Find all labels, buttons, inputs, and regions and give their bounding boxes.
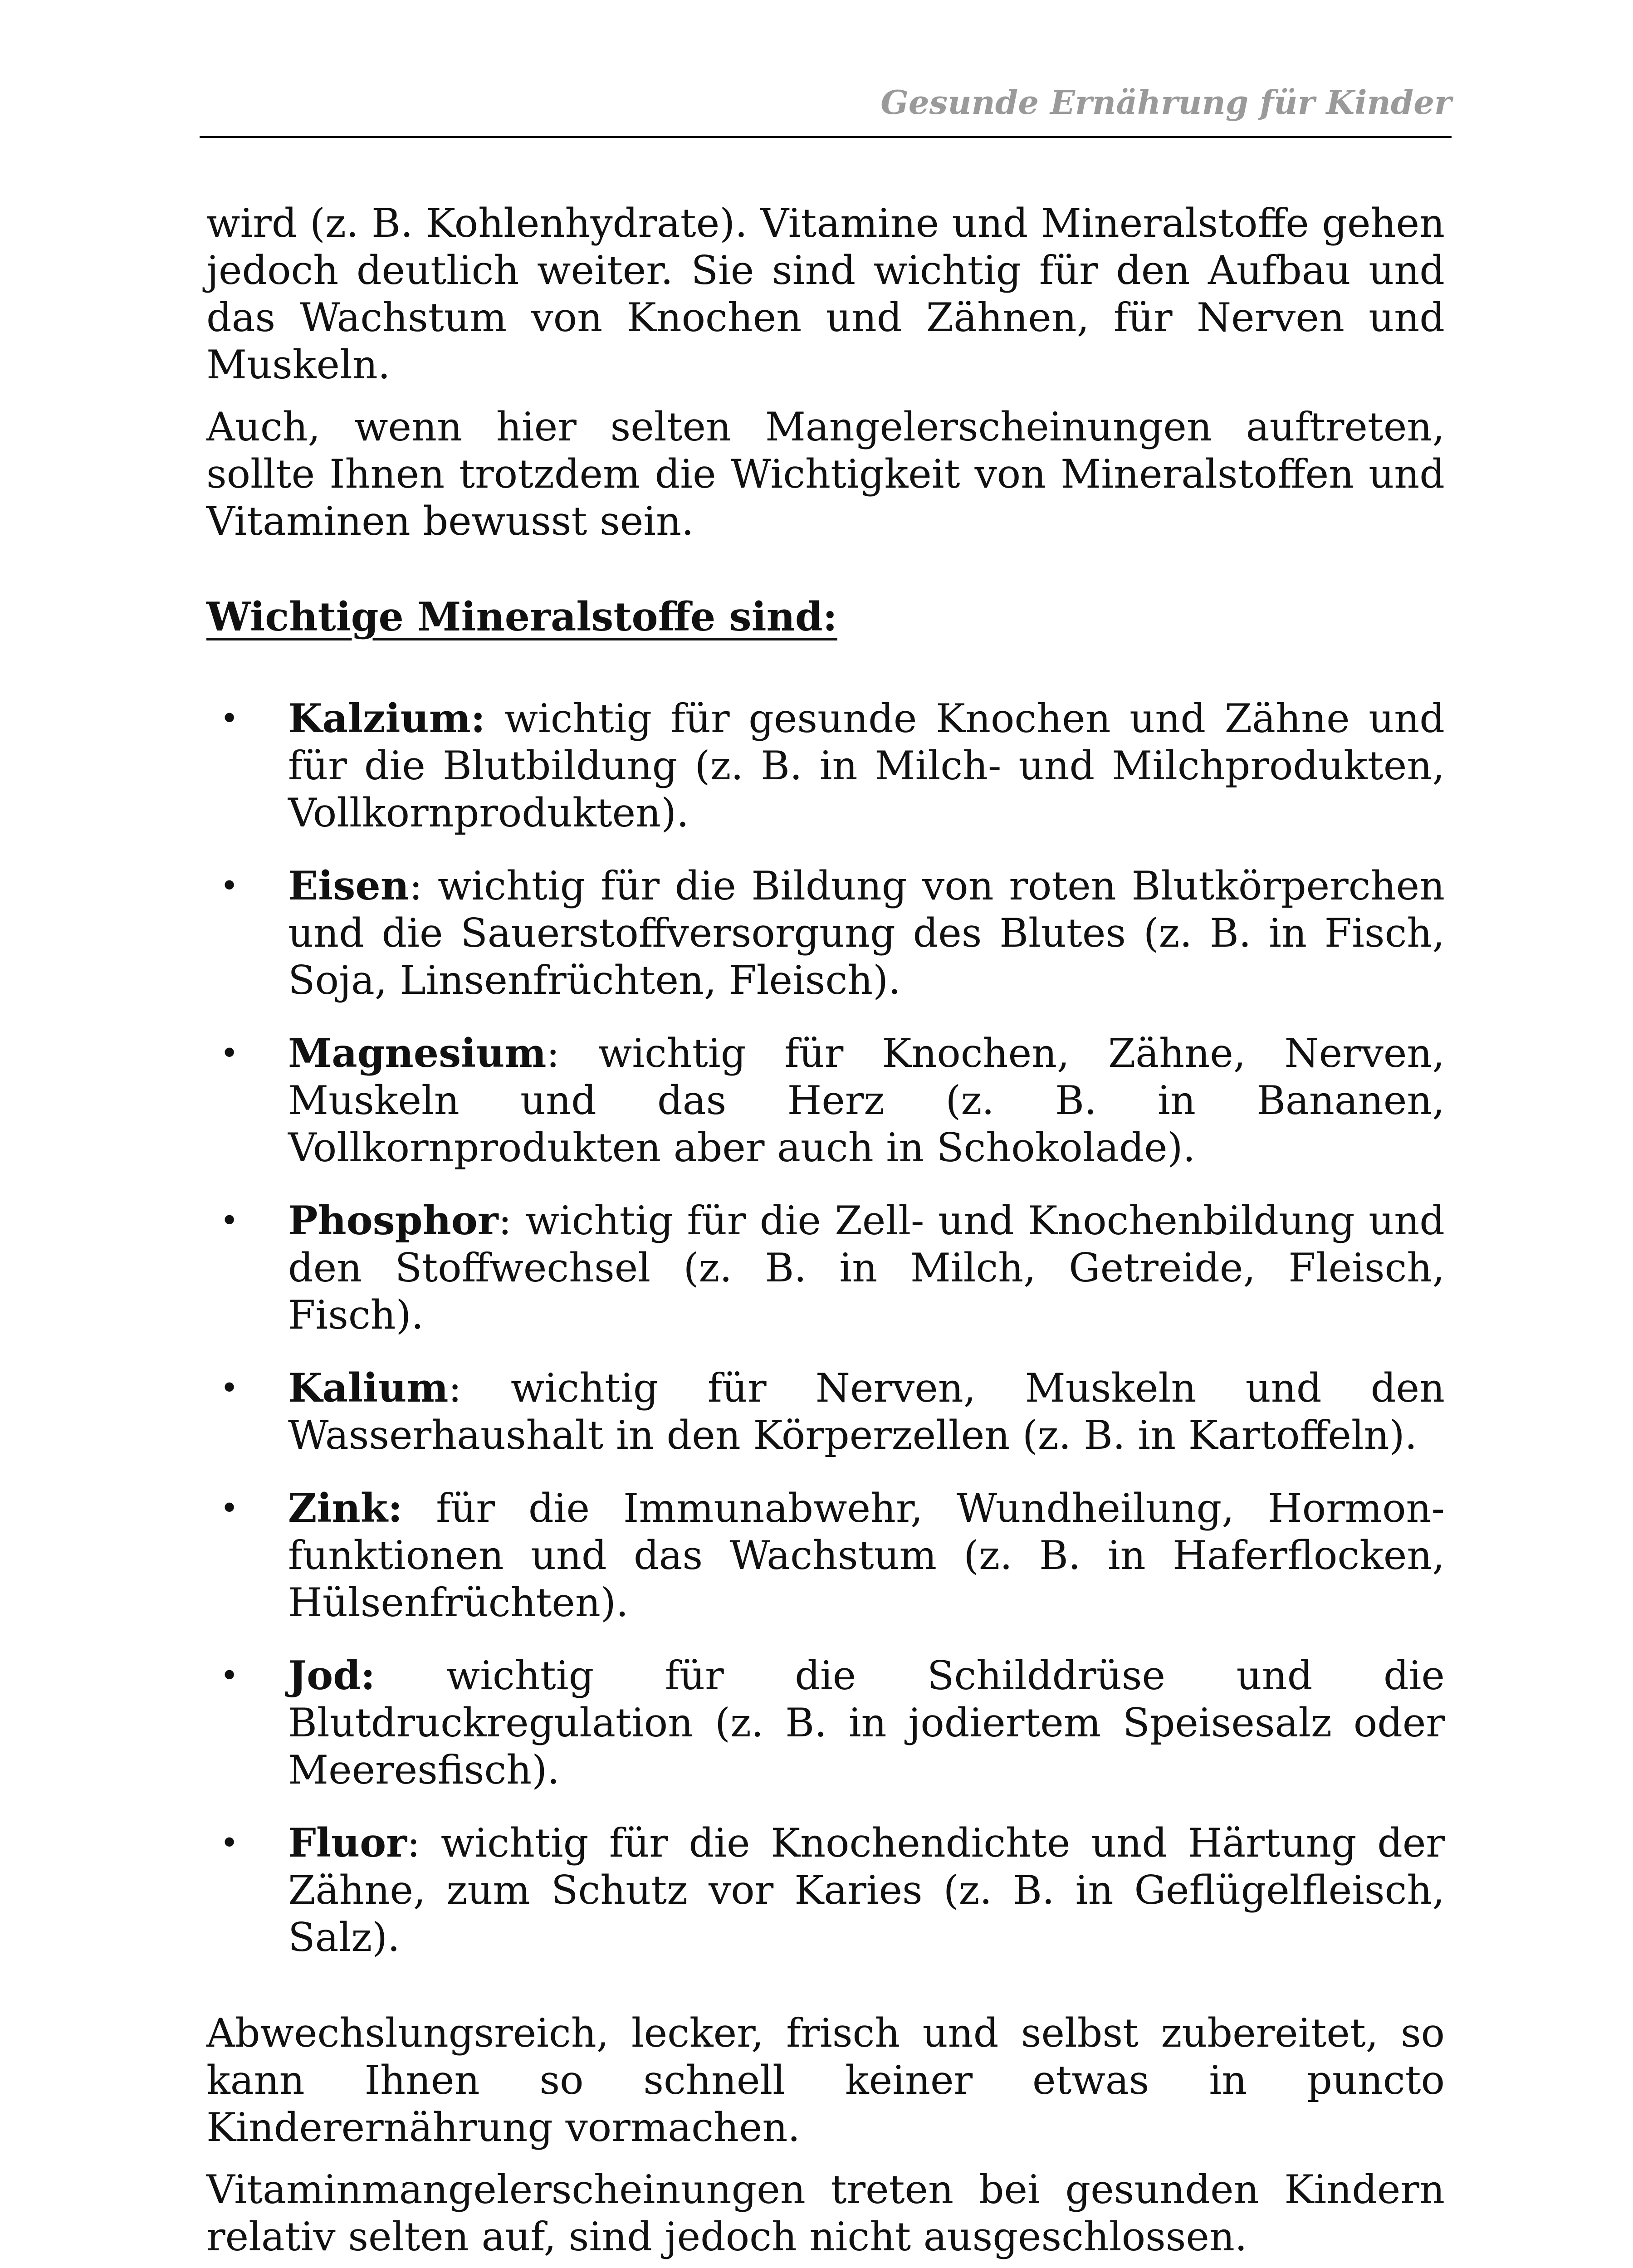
- bullet-icon: •: [220, 867, 239, 904]
- mineral-name: Zink:: [288, 1485, 403, 1531]
- bullet-icon: •: [220, 1657, 239, 1694]
- running-header-title: Gesunde Ernährung für Kinder: [880, 83, 1452, 122]
- header-rule: [200, 136, 1452, 138]
- mineral-name: Magnesium: [288, 1030, 547, 1076]
- list-item-phosphor: [206, 1197, 1445, 1339]
- mineral-list: [206, 695, 1445, 1961]
- mineral-name: Eisen: [288, 862, 409, 909]
- page-body: [206, 200, 1445, 2268]
- body-paragraph: Vitaminmangelerscheinungen treten bei gesunden Kindern relativ selten auf, sind jedoch nicht ausgeschlossen.: [206, 2166, 1445, 2260]
- bullet-icon: •: [220, 700, 239, 737]
- body-paragraph: Abwechslungsreich, lecker, frisch und selbst zubereitet, so kann Ihnen so schnell keiner etwas in puncto Kinderernährung vormachen.: [206, 2010, 1445, 2151]
- mineral-name: Phosphor: [288, 1197, 499, 1244]
- list-item-fluor: [206, 1819, 1445, 1961]
- list-item-kalzium: [206, 695, 1445, 836]
- mineral-description: wichtig für die Schilddrüse und die Blutdruckregulation (z. B. in jodiertem Speisesalz oder Meeresfisch).: [288, 1652, 1445, 1793]
- list-item-kalium: [206, 1364, 1445, 1459]
- mineral-description: : wichtig für die Knochendichte und Härtung der Zähne, zum Schutz vor Karies (z. B. in Geflügelfleisch, Salz).: [288, 1820, 1445, 1960]
- mineral-description: : wichtig für Knochen, Zähne, Nerven, Muskeln und das Herz (z. B. in Bananen, Vollkornprodukten aber auch in Schokolade).: [288, 1030, 1445, 1171]
- bullet-icon: •: [220, 1035, 239, 1072]
- bullet-icon: •: [220, 1490, 239, 1527]
- list-item-magnesium: [206, 1030, 1445, 1171]
- mineral-description: wichtig für gesunde Knochen und Zähne und für die Blutbildung (z. B. in Milch- und Milchprodukten, Vollkornprodukten).: [288, 695, 1445, 836]
- list-item-jod: [206, 1652, 1445, 1794]
- mineral-description: : wichtig für die Bildung von roten Blutkörperchen und die Sauerstoffversorgung des Blutes (z. B. in Fisch, Soja, Linsenfrüchten, Fleisch).: [288, 863, 1445, 1003]
- bullet-icon: •: [220, 1202, 239, 1239]
- mineral-description: : wichtig für Nerven, Muskeln und den Wasserhaushalt in den Körperzellen (z. B. in Kartoffeln).: [288, 1365, 1445, 1458]
- mineral-name: Fluor: [288, 1819, 407, 1866]
- mineral-description: : wichtig für die Zell- und Knochenbildung und den Stoffwechsel (z. B. in Milch, Getreide, Fleisch, Fisch).: [288, 1198, 1445, 1338]
- mineral-name: Jod:: [288, 1652, 376, 1699]
- list-item-eisen: [206, 862, 1445, 1004]
- body-paragraph: wird (z. B. Kohlenhydrate). Vitamine und Mineralstoffe gehen jedoch deutlich weiter. Sie sind wichtig für den Aufbau und das Wachstum von Knochen und Zähnen, für Nerven und Muskeln.: [206, 200, 1445, 388]
- section-heading: Wichtige Mineralstoffe sind:: [206, 593, 837, 640]
- bullet-icon: •: [220, 1369, 239, 1407]
- bullet-icon: •: [220, 1824, 239, 1862]
- mineral-name: Kalium: [288, 1364, 449, 1411]
- list-item-zink: [206, 1485, 1445, 1626]
- body-paragraph: Auch, wenn hier selten Mangelerscheinungen auftreten, sollte Ihnen trotzdem die Wichtigkeit von Mineralstoffen und Vitaminen bewusst sein.: [206, 404, 1445, 544]
- mineral-description: für die Immunabwehr, Wundheilung, Hormonfunktionen und das Wachstum (z. B. in Haferflocken, Hülsenfrüchten).: [288, 1485, 1445, 1626]
- mineral-name: Kalzium:: [288, 695, 485, 742]
